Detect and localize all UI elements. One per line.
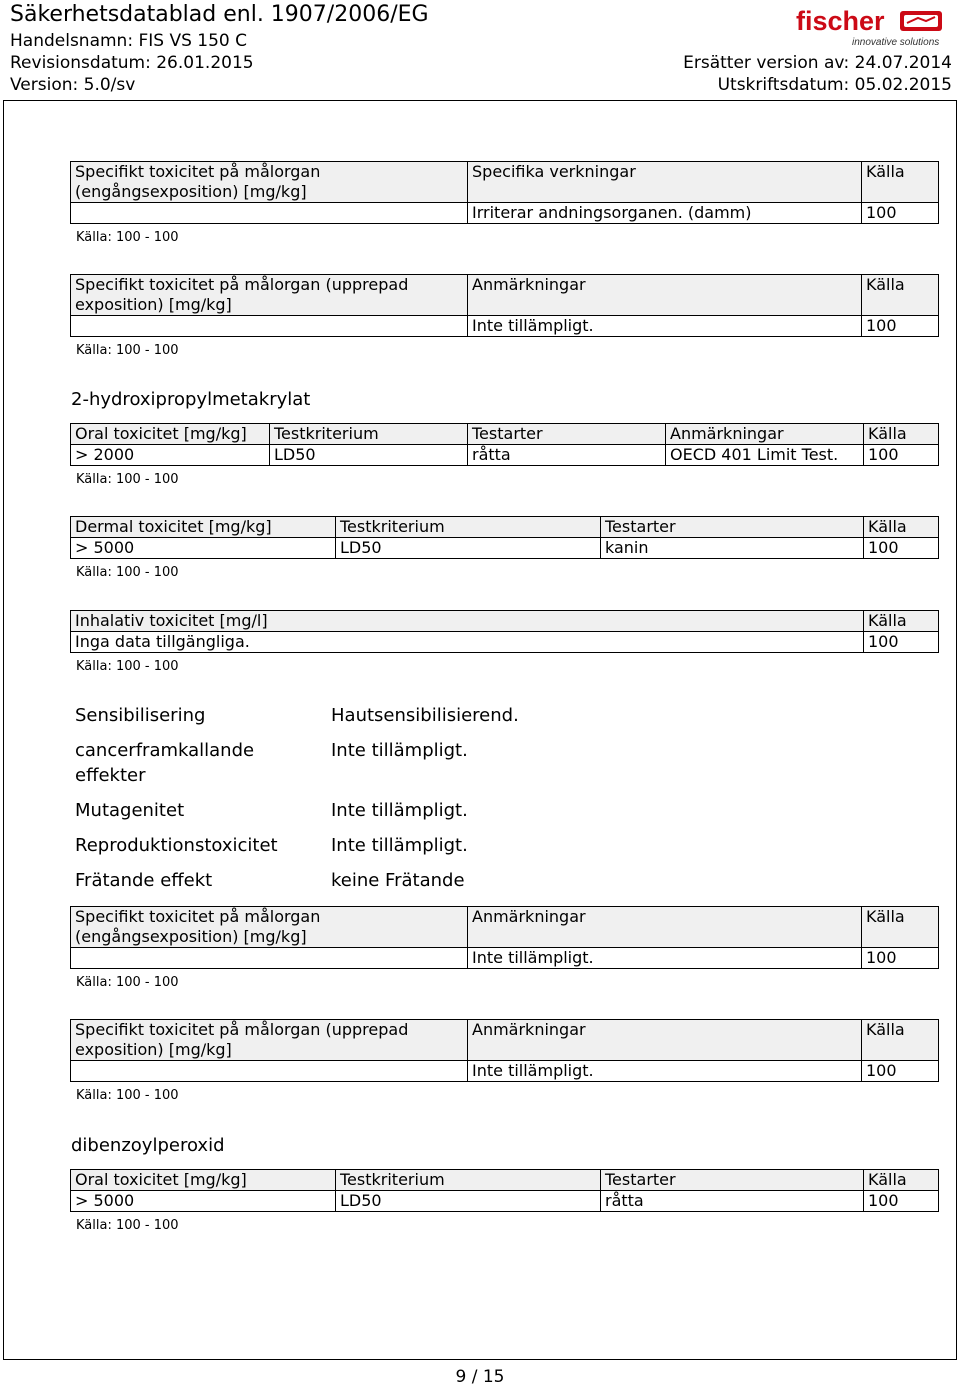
header-cell: Anmärkningar bbox=[468, 907, 862, 948]
table-cell: > 2000 bbox=[71, 445, 270, 466]
header-cell: Källa bbox=[864, 517, 939, 538]
property-label: Sensibilisering bbox=[75, 705, 206, 726]
substance-title: 2-hydroxipropylmetakrylat bbox=[71, 389, 311, 410]
document-title: Säkerhetsdatablad enl. 1907/2006/EG bbox=[10, 2, 429, 27]
header-cell: Källa bbox=[864, 1170, 939, 1191]
property-value: Inte tillämpligt. bbox=[331, 740, 468, 761]
source-note: Källa: 100 - 100 bbox=[76, 975, 179, 990]
trade-name-label: Handelsnamn: bbox=[10, 31, 139, 51]
oral-toxicity-section-3 bbox=[70, 1169, 938, 1233]
substance-title: dibenzoylperoxid bbox=[71, 1135, 225, 1156]
table-cell: OECD 401 Limit Test. bbox=[666, 445, 864, 466]
header-cell: Källa bbox=[862, 275, 939, 316]
header-cell: Oral toxicitet [mg/kg] bbox=[71, 424, 270, 445]
table-row bbox=[71, 948, 939, 969]
table-cell: Inga data tillgängliga. bbox=[71, 632, 864, 653]
stot-repeat-section-2 bbox=[70, 1019, 938, 1103]
source-note: Källa: 100 - 100 bbox=[76, 472, 179, 487]
table-cell: Irriterar andningsorganen. (damm) bbox=[468, 203, 862, 224]
source-note: Källa: 100 - 100 bbox=[76, 230, 179, 245]
property-row bbox=[75, 868, 935, 893]
oral-toxicity-table-2 bbox=[70, 423, 939, 466]
header-cell: Inhalativ toxicitet [mg/l] bbox=[71, 611, 864, 632]
table-cell: LD50 bbox=[270, 445, 468, 466]
header-cell: Källa bbox=[862, 162, 939, 203]
page-number: 9 / 15 bbox=[455, 1367, 505, 1387]
table-row bbox=[71, 445, 939, 466]
property-value: Hautsensibilisierend. bbox=[331, 705, 519, 726]
source-note: Källa: 100 - 100 bbox=[76, 565, 179, 580]
table-cell: 100 bbox=[862, 948, 939, 969]
dermal-toxicity-section-2 bbox=[70, 516, 938, 580]
table-cell: 100 bbox=[864, 538, 939, 559]
property-label: Frätande effekt bbox=[75, 870, 213, 891]
table-cell: råtta bbox=[601, 1191, 864, 1212]
trade-name-line bbox=[10, 31, 247, 51]
table-row bbox=[71, 1191, 939, 1212]
property-value: Inte tillämpligt. bbox=[331, 835, 468, 856]
property-label: cancerframkallande effekter bbox=[75, 740, 255, 786]
table-cell: kanin bbox=[601, 538, 864, 559]
table-cell: LD50 bbox=[336, 538, 601, 559]
table-cell: 100 bbox=[864, 632, 939, 653]
table-cell: 100 bbox=[864, 1191, 939, 1212]
property-list bbox=[75, 703, 935, 903]
document-header bbox=[0, 0, 960, 100]
source-note: Källa: 100 - 100 bbox=[76, 659, 179, 674]
property-row bbox=[75, 738, 935, 788]
header-cell: Källa bbox=[862, 1020, 939, 1061]
trade-name: FIS VS 150 C bbox=[138, 31, 248, 51]
table-row bbox=[71, 632, 939, 653]
header-cell: Specifikt toxicitet på målorgan (upprepad exposition) [mg/kg] bbox=[71, 275, 468, 316]
fischer-logo bbox=[796, 4, 946, 48]
table-cell: Inte tillämpligt. bbox=[468, 1061, 862, 1082]
header-cell: Testarter bbox=[601, 517, 864, 538]
header-cell: Testkriterium bbox=[336, 1170, 601, 1191]
table-cell: > 5000 bbox=[71, 538, 336, 559]
source-note: Källa: 100 - 100 bbox=[76, 1218, 179, 1233]
header-cell: Specifika verkningar bbox=[468, 162, 862, 203]
stot-single-section-1 bbox=[70, 161, 938, 245]
header-cell: Testkriterium bbox=[270, 424, 468, 445]
table-row bbox=[71, 1061, 939, 1082]
header-cell: Testarter bbox=[601, 1170, 864, 1191]
stot-repeat-table-2 bbox=[70, 1019, 939, 1082]
table-row bbox=[71, 316, 939, 337]
header-cell: Källa bbox=[864, 424, 939, 445]
property-value: keine Frätande bbox=[331, 870, 465, 891]
header-cell: Specifikt toxicitet på målorgan (engångsexposition) [mg/kg] bbox=[71, 162, 468, 203]
table-cell: 100 bbox=[864, 445, 939, 466]
print-date: Utskriftsdatum: 05.02.2015 bbox=[717, 75, 952, 95]
replaces-version: Ersätter version av: 24.07.2014 bbox=[683, 53, 952, 73]
property-label: Reproduktionstoxicitet bbox=[75, 835, 278, 856]
header-cell: Anmärkningar bbox=[666, 424, 864, 445]
table-cell: 100 bbox=[862, 1061, 939, 1082]
table-row bbox=[71, 203, 939, 224]
property-row bbox=[75, 798, 935, 823]
header-cell: Källa bbox=[862, 907, 939, 948]
stot-single-section-2 bbox=[70, 906, 938, 990]
stot-repeat-section-1 bbox=[70, 274, 938, 358]
table-cell: Inte tillämpligt. bbox=[468, 948, 862, 969]
table-cell bbox=[71, 203, 468, 224]
table-cell: LD50 bbox=[336, 1191, 601, 1212]
header-cell: Testarter bbox=[468, 424, 666, 445]
stot-single-table-1 bbox=[70, 161, 939, 224]
header-cell: Oral toxicitet [mg/kg] bbox=[71, 1170, 336, 1191]
table-cell: > 5000 bbox=[71, 1191, 336, 1212]
table-row bbox=[71, 538, 939, 559]
property-row bbox=[75, 833, 935, 858]
property-value: Inte tillämpligt. bbox=[331, 800, 468, 821]
table-cell: 100 bbox=[862, 203, 939, 224]
inhalative-toxicity-table-2 bbox=[70, 610, 939, 653]
dermal-toxicity-table-2 bbox=[70, 516, 939, 559]
revision-date: Revisionsdatum: 26.01.2015 bbox=[10, 53, 254, 73]
property-row bbox=[75, 703, 935, 728]
source-note: Källa: 100 - 100 bbox=[76, 1088, 179, 1103]
source-note: Källa: 100 - 100 bbox=[76, 343, 179, 358]
svg-text:innovative solutions: innovative solutions bbox=[852, 37, 940, 48]
table-cell: råtta bbox=[468, 445, 666, 466]
header-cell: Anmärkningar bbox=[468, 275, 862, 316]
oral-toxicity-table-3 bbox=[70, 1169, 939, 1212]
header-cell: Specifikt toxicitet på målorgan (upprepad exposition) [mg/kg] bbox=[71, 1020, 468, 1061]
svg-text:fischer: fischer bbox=[796, 6, 885, 36]
header-cell: Specifikt toxicitet på målorgan (engångsexposition) [mg/kg] bbox=[71, 907, 468, 948]
table-cell bbox=[71, 1061, 468, 1082]
header-cell: Källa bbox=[864, 611, 939, 632]
table-cell bbox=[71, 948, 468, 969]
table-cell: 100 bbox=[862, 316, 939, 337]
table-cell bbox=[71, 316, 468, 337]
table-cell: Inte tillämpligt. bbox=[468, 316, 862, 337]
stot-single-table-2 bbox=[70, 906, 939, 969]
stot-repeat-table-1 bbox=[70, 274, 939, 337]
header-cell: Anmärkningar bbox=[468, 1020, 862, 1061]
inhalative-toxicity-section-2 bbox=[70, 610, 938, 674]
header-cell: Dermal toxicitet [mg/kg] bbox=[71, 517, 336, 538]
oral-toxicity-section-2 bbox=[70, 423, 938, 487]
version: Version: 5.0/sv bbox=[10, 75, 136, 95]
header-cell: Testkriterium bbox=[336, 517, 601, 538]
property-label: Mutagenitet bbox=[75, 800, 185, 821]
